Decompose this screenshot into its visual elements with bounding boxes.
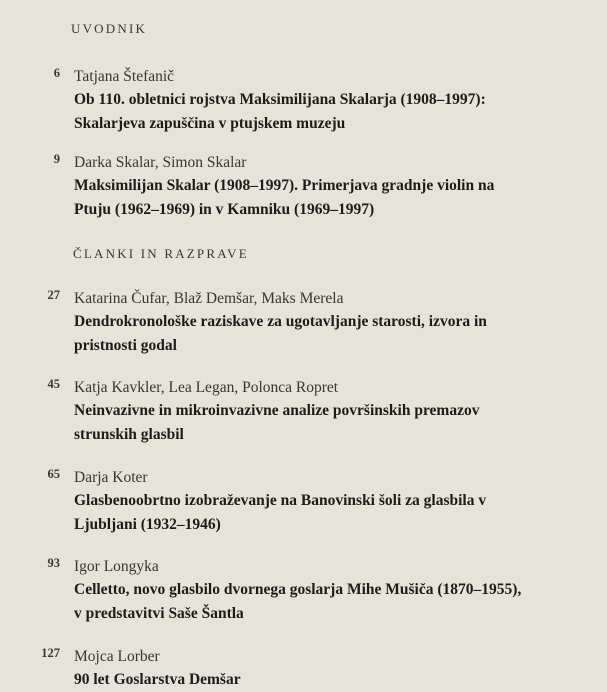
entry-authors: Darja Koter bbox=[74, 469, 148, 486]
entry-authors: Katja Kavkler, Lea Legan, Polonca Ropret bbox=[74, 379, 339, 396]
entry-title-line: Ljubljani (1932–1946) bbox=[74, 516, 221, 533]
entry-authors: Igor Longyka bbox=[74, 558, 159, 575]
entry-title bbox=[74, 668, 241, 692]
entry-page-number: 6 bbox=[53, 66, 60, 80]
entry-title-line: Maksimilijan Skalar (1908–1997). Primerjava gradnje violin na bbox=[74, 177, 495, 194]
entry-title bbox=[74, 578, 521, 626]
entry-title bbox=[74, 88, 486, 136]
entry-authors: Tatjana Štefanič bbox=[74, 68, 175, 85]
entry-title bbox=[74, 310, 487, 358]
entry-title-line: 90 let Goslarstva Demšar bbox=[74, 671, 241, 688]
entry-title bbox=[74, 399, 479, 447]
entry-title-line: v predstavitvi Saše Šantla bbox=[74, 605, 244, 622]
entry-title-line: Ptuju (1962–1969) in v Kamniku (1969–1997) bbox=[74, 201, 375, 218]
section-heading-clanki-in-razprave: ČLANKI IN RAZPRAVE bbox=[73, 246, 249, 261]
entry-title-line: Glasbenoobrtno izobraževanje na Banovinski šoli za glasbila v bbox=[74, 492, 487, 509]
entry-page-number: 65 bbox=[47, 467, 60, 481]
entry-authors: Darka Skalar, Simon Skalar bbox=[74, 154, 247, 171]
entry-title-line: Neinvazivne in mikroinvazivne analize površinskih premazov bbox=[74, 402, 480, 419]
entry-title bbox=[74, 174, 494, 222]
entry-page-number: 9 bbox=[53, 152, 60, 166]
entry-page-number: 27 bbox=[47, 288, 60, 302]
entry-authors: Mojca Lorber bbox=[74, 648, 160, 665]
entry-title-line: pristnosti godal bbox=[74, 337, 177, 354]
entry-title-line: Ob 110. obletnici rojstva Maksimilijana Skalarja (1908–1997): bbox=[74, 91, 486, 108]
entry-title-line: strunskih glasbil bbox=[74, 426, 184, 443]
entry-title-line: Dendrokronološke raziskave za ugotavljanje starosti, izvora in bbox=[74, 313, 487, 330]
entry-page-number: 93 bbox=[47, 556, 60, 570]
entry-title bbox=[74, 489, 486, 537]
entry-page-number: 127 bbox=[41, 646, 60, 660]
entry-title-line: Skalarjeva zapuščina v ptujskem muzeju bbox=[74, 115, 346, 132]
section-heading-uvodnik: UVODNIK bbox=[71, 21, 148, 36]
entry-page-number: 45 bbox=[47, 377, 60, 391]
entry-authors: Katarina Čufar, Blaž Demšar, Maks Merela bbox=[74, 290, 344, 307]
entry-title-line: Celletto, novo glasbilo dvornega goslarja Mihe Mušiča (1870–1955), bbox=[74, 581, 522, 598]
